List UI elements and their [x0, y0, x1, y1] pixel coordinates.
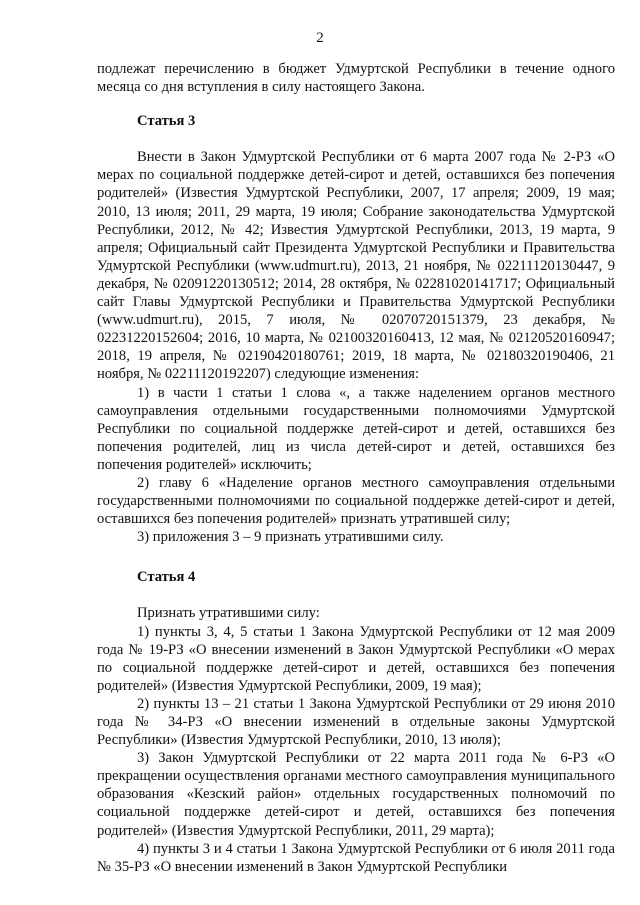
article-3-body: Внести в Закон Удмуртской Республики от 6 марта 2007 года № 2-РЗ «О мерах по социальной поддержке детей-сирот и детей, оставшихся без попечения родителей» (Известия Удмуртской Республики, 2007, 17 апреля; 2009, 19 мая; 2010, 13 июля; 2011, 29 марта, 19 июля; Собрание законодательства Удмуртской Республики, 2012, № 42; Известия Удмуртской Республики, 2013, 19 марта, 9 апреля; Официальный сайт Президента Удмуртской Республики и Правительства Удмуртской Республики (www.udmurt.ru), 2013, 21 ноября, № 02211120130447, 9 декабря, № 02091220130512; 2014, 28 октября, № 02281020141717; Официальный сайт Главы Удмуртской Республики и Правительства Удмуртской Республики (www.udmurt.ru), 2015, 7 июля, № 02070720151379, 23 декабря, № 02231220152604; 2016, 10 марта, № 02100320160413, 12 мая, № 02120520160947; 2018, 19 апреля, № 02190420180761; 2019, 18 марта, № 02180320190406, 21 ноября, № 02211120192207) следующие изменения: [97, 149, 615, 383]
article-3-item-3: 3) приложения 3 – 9 признать утратившими силу. [137, 529, 444, 546]
article-4-item-2: 2) пункты 13 – 21 статьи 1 Закона Удмуртской Республики от 29 июня 2010 года № 34-РЗ «О внесении изменений в отдельные законы Удмуртской Республики» (Известия Удмуртской Республики, 2010, 13 июля); [97, 695, 615, 749]
article-4-item-4: 4) пункты 3 и 4 статьи 1 Закона Удмуртской Республики от 6 июля 2011 года № 35-РЗ «О внесении изменений в Закон Удмуртской Республики [97, 840, 615, 875]
article-3-item-2: 2) главу 6 «Наделение органов местного самоуправления отдельными государственными полномочиями по социальной поддержке детей-сирот и детей, оставшихся без попечения родителей» признать утратившей силу; [97, 474, 615, 528]
article-3-heading: Статья 3 [137, 113, 196, 130]
article-4-heading: Статья 4 [137, 569, 196, 586]
document-body [97, 60, 615, 876]
page-number: 2 [316, 30, 324, 46]
article-4-item-3: 3) Закон Удмуртской Республики от 22 марта 2011 года № 6-РЗ «О прекращении осуществления органами местного самоуправления муниципального образования «Кезский район» отдельных государственных полномочий по социальной поддержке детей-сирот и детей, оставшихся без попечения родителей» (Известия Удмуртской Республики, 2011, 29 марта); [97, 750, 615, 839]
article-4-item-1: 1) пункты 3, 4, 5 статьи 1 Закона Удмуртской Республики от 12 мая 2009 года № 19-РЗ «О внесении изменений в Закон Удмуртской Республики «О мерах по социальной поддержке детей-сирот и детей, оставшихся без попечения родителей» (Известия Удмуртской Республики, 2009, 19 мая); [97, 623, 615, 694]
article-4-lead: Признать утратившими силу: [137, 605, 320, 622]
article-3-item-1: 1) в части 1 статьи 1 слова «, а также наделением органов местного самоуправления отдельными государственными полномочиями Удмуртской Республики по социальной поддержке детей-сирот и детей, оставшихся без попечения родителей, лиц из числа детей-сирот и детей, оставшихся без попечения родителей» исключить; [97, 384, 615, 473]
intro-paragraph: подлежат перечислению в бюджет Удмуртской Республики в течение одного месяца со дня вступления в силу настоящего Закона. [97, 61, 615, 96]
